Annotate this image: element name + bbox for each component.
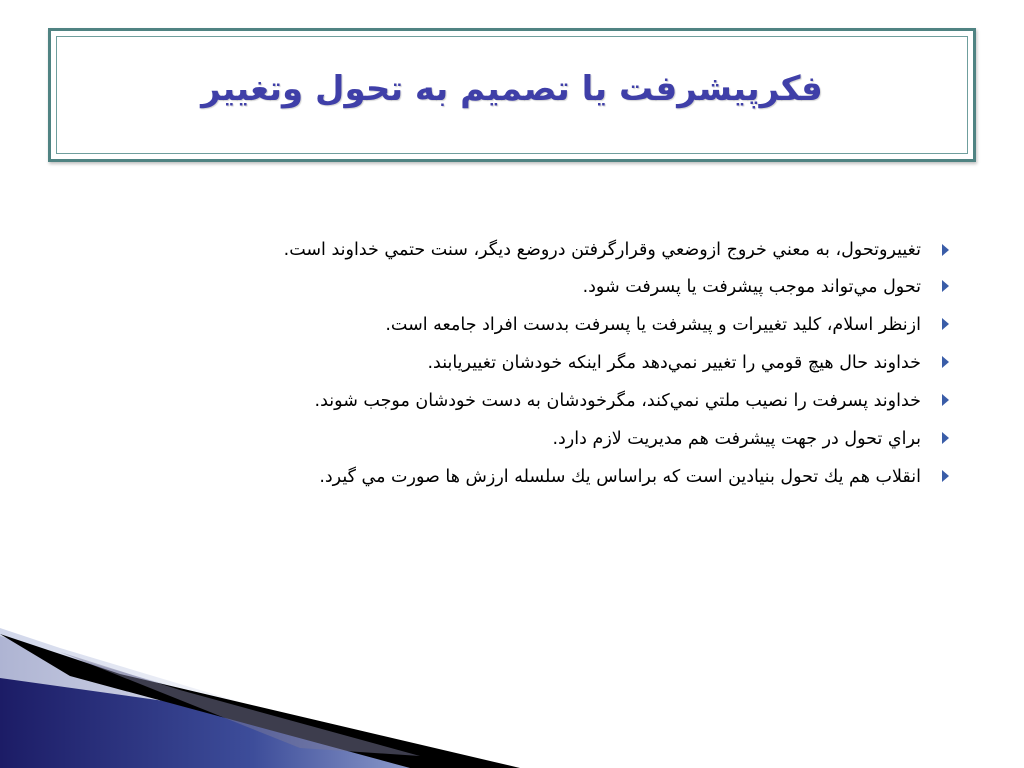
title-frame bbox=[48, 28, 976, 162]
bullet-item bbox=[70, 382, 955, 420]
bullet-text: براي تحول در جهت پيشرفت هم مديريت لازم دارد. bbox=[552, 429, 921, 449]
bullet-text: ازنظر اسلام، كليد تغييرات و پيشرفت يا پسرفت بدست افراد جامعه است. bbox=[385, 315, 921, 335]
triangle-right-icon bbox=[942, 280, 949, 292]
triangle-right-icon bbox=[942, 318, 949, 330]
bullet-text: خداوند حال هيچ قومي را تغيير نمي‌دهد مگر اينكه خودشان تغييريابند. bbox=[427, 353, 921, 373]
decor-navy-wedge bbox=[0, 636, 460, 768]
decor-grey-edge bbox=[60, 652, 420, 756]
bullet-item bbox=[70, 344, 955, 382]
bullet-item bbox=[70, 420, 955, 458]
triangle-right-icon bbox=[942, 432, 949, 444]
bullet-item bbox=[70, 268, 955, 306]
bullet-text: تحول مي‌تواند موجب پيشرفت يا پسرفت شود. bbox=[582, 277, 921, 297]
decor-black-sweep bbox=[0, 634, 520, 768]
triangle-right-icon bbox=[942, 356, 949, 368]
bullet-text: انقلاب هم يك تحول بنيادين است كه براساس يك سلسله ارزش ها صورت مي گيرد. bbox=[319, 467, 921, 487]
corner-decoration bbox=[0, 628, 520, 768]
bullet-item bbox=[70, 458, 955, 496]
triangle-right-icon bbox=[942, 244, 949, 256]
triangle-right-icon bbox=[942, 470, 949, 482]
bullet-text: خداوند پسرفت را نصيب ملتي نمي‌كند، مگرخودشان به دست خودشان موجب شوند. bbox=[314, 391, 921, 411]
bullet-item bbox=[70, 306, 955, 344]
bullet-list bbox=[70, 232, 955, 496]
bullet-item bbox=[70, 232, 955, 268]
title-inner-border bbox=[56, 36, 968, 154]
triangle-right-icon bbox=[942, 394, 949, 406]
bullet-text: تغييروتحول، به معني خروج ازوضعي وقرارگرفتن دروضع ديگر، سنت حتمي خداوند است. bbox=[283, 240, 921, 260]
slide-title: فكرپيشرفت يا تصميم به تحول وتغيير bbox=[201, 69, 823, 109]
decor-light-stripe bbox=[0, 628, 300, 720]
